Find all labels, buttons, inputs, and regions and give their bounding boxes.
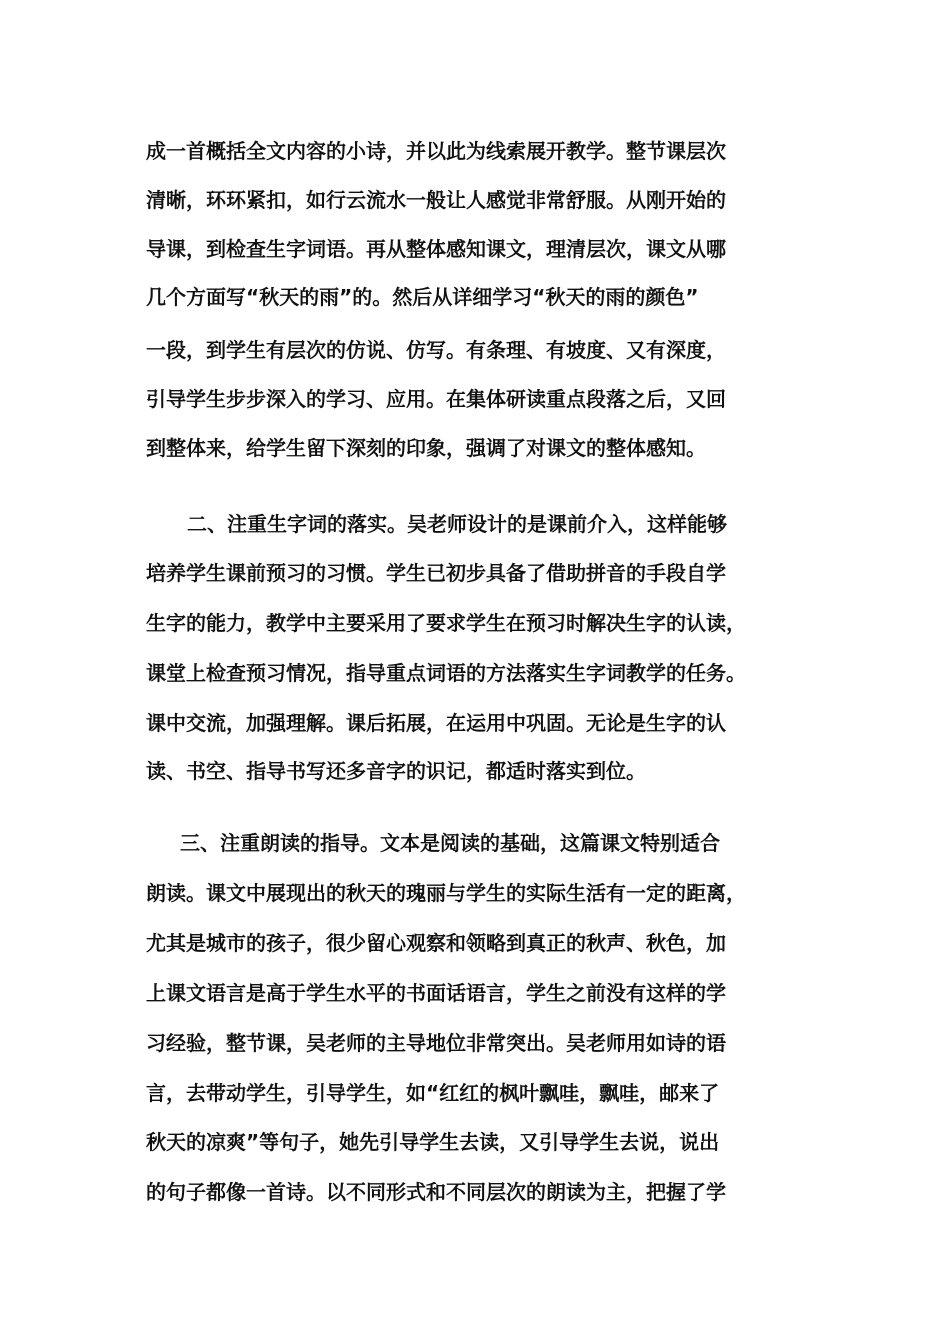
- text-line: 导课，到检查生字词语。再从整体感知课文，理清层次，课文从哪: [146, 237, 726, 261]
- text-line: 到整体来，给学生留下深刻的印象，强调了对课文的整体感知。: [146, 436, 706, 460]
- text-line: 引导学生步步深入的学习、应用。在集体研读重点段落之后，又回: [146, 387, 726, 411]
- text-line: 清晰，环环紧扣，如行云流水一般让人感觉非常舒服。从刚开始的: [146, 188, 726, 212]
- text-line: 生字的能力，教学中主要采用了要求学生在预习时解决生字的认读，: [146, 611, 746, 635]
- text-line: 几个方面写“秋天的雨”的。然后从详细学习“秋天的雨的颜色”: [146, 285, 699, 309]
- text-line: 言，去带动学生，引导学生，如“红红的枫叶飘哇，飘哇，邮来了: [146, 1081, 720, 1105]
- text-line: 课堂上检查预习情况，指导重点词语的方法落实生字词教学的任务。: [146, 661, 746, 685]
- text-line: 成一首概括全文内容的小诗，并以此为线索展开教学。整节课层次: [146, 139, 726, 163]
- text-line: 二、注重生字词的落实。吴老师设计的是课前介入，这样能够: [187, 512, 727, 536]
- text-line: 读、书空、指导书写还多音字的识记，都适时落实到位。: [146, 759, 646, 783]
- text-line: 习经验，整节课，吴老师的主导地位非常突出。吴老师用如诗的语: [146, 1031, 726, 1055]
- text-line: 上课文语言是高于学生水平的书面话语言，学生之前没有这样的学: [146, 981, 726, 1005]
- text-line: 朗读。课文中展现出的秋天的瑰丽与学生的实际生活有一定的距离，: [146, 881, 746, 905]
- text-line: 尤其是城市的孩子，很少留心观察和领略到真正的秋声、秋色，加: [146, 931, 726, 955]
- text-line: 课中交流，加强理解。课后拓展，在运用中巩固。无论是生字的认: [146, 711, 726, 735]
- text-line: 一段，到学生有层次的仿说、仿写。有条理、有坡度、又有深度，: [146, 338, 726, 362]
- text-line: 三、注重朗读的指导。文本是阅读的基础，这篇课文特别适合: [180, 831, 720, 855]
- text-line: 培养学生课前预习的习惯。学生已初步具备了借助拼音的手段自学: [146, 561, 726, 585]
- text-line: 的句子都像一首诗。以不同形式和不同层次的朗读为主，把握了学: [146, 1180, 726, 1204]
- text-line: 秋天的凉爽”等句子，她先引导学生去读，又引导学生去说，说出: [146, 1130, 720, 1154]
